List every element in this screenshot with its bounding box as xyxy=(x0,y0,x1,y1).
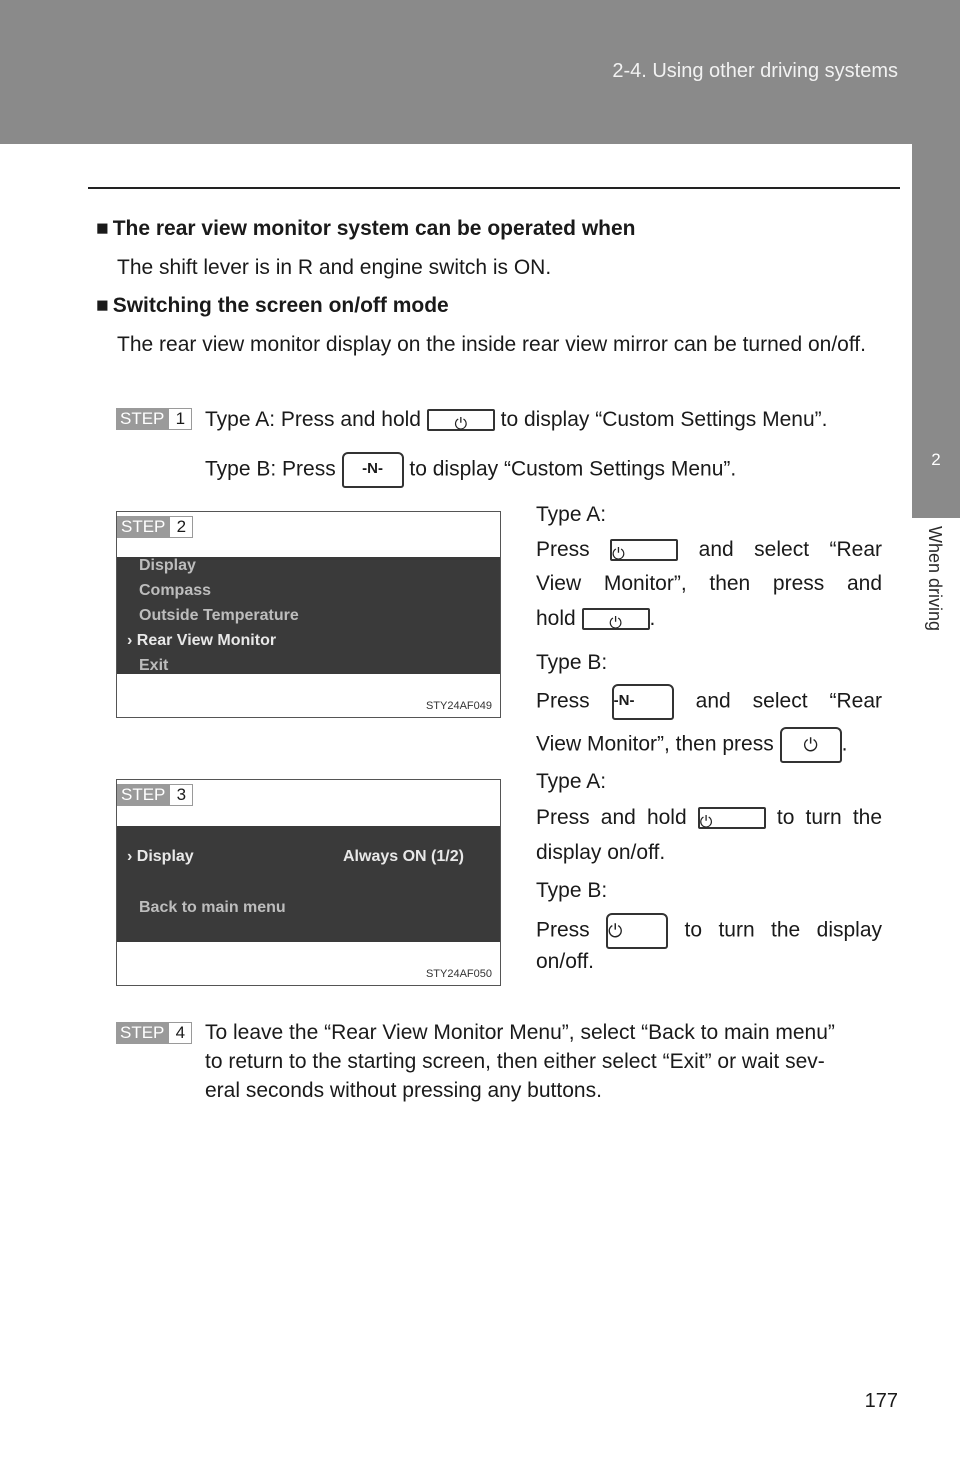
figure-custom-settings-menu xyxy=(116,511,501,718)
nav-button-icon: -N- xyxy=(612,684,674,720)
step-badge-4: STEP 4 xyxy=(116,1022,192,1044)
page-number: 177 xyxy=(864,1390,898,1412)
step2-type-b-label: Type B: xyxy=(536,651,608,674)
power-button-icon: ⏻ xyxy=(582,608,650,630)
step3-type-a-line1: Press and hold ⏻ to turn the xyxy=(536,806,883,832)
nav-button-icon: -N- xyxy=(342,452,404,488)
step2-type-a-line2: View Monitor”, then press and xyxy=(536,572,882,595)
step2-type-a-line3: hold ⏻ . xyxy=(536,607,656,633)
step1-type-a: Type A: Press and hold ⏻ to display “Custom Settings Menu”. xyxy=(205,408,828,434)
menu-item-exit: Exit xyxy=(139,657,169,674)
step3-type-a-label: Type A: xyxy=(536,770,607,793)
chapter-number: 2 xyxy=(931,450,941,469)
chapter-label-wrap xyxy=(912,518,960,688)
figure-rear-view-monitor-menu xyxy=(116,779,501,986)
menu-row-back: Back to main menu xyxy=(139,899,286,916)
step4-line2: to return to the starting screen, then either select “Exit” or wait sev- xyxy=(205,1050,825,1073)
switching-mode-text: The rear view monitor display on the inside rear view mirror can be turned on/off. xyxy=(117,333,866,356)
selection-chevron-icon: › xyxy=(127,632,133,649)
step-badge-2: STEP 2 xyxy=(117,516,193,538)
figure-code: STY24AF049 xyxy=(425,700,492,712)
step3-type-b-label: Type B: xyxy=(536,879,608,902)
step2-type-b-line1: Press -N- and select “Rear xyxy=(536,684,882,720)
menu-item-rear-view-monitor: › Rear View Monitor xyxy=(127,632,277,649)
power-button-icon: ⏻ xyxy=(606,913,668,949)
step2-type-b-line2: View Monitor”, then press ⏻ . xyxy=(536,727,882,763)
chapter-label: When driving xyxy=(925,526,945,632)
step-badge-1: STEP 1 xyxy=(116,408,192,430)
heading-text: Switching the screen on/off mode xyxy=(112,294,449,317)
step3-type-b-line1: Press ⏻ to turn the display xyxy=(536,913,882,949)
power-button-icon: ⏻ xyxy=(427,409,495,431)
menu-item-display: Display xyxy=(139,557,196,574)
menu-item-compass: Compass xyxy=(139,582,212,599)
step3-type-b-line2: on/off. xyxy=(536,950,594,973)
menu-screen xyxy=(117,557,500,674)
top-rule xyxy=(88,187,900,189)
power-button-icon: ⏻ xyxy=(780,727,842,763)
heading-switching-mode xyxy=(96,294,449,318)
heading-operation-condition xyxy=(96,217,636,241)
step3-type-a-line2: display on/off. xyxy=(536,841,666,864)
power-button-icon: ⏻ xyxy=(610,539,678,561)
monitor-menu-screen xyxy=(117,826,500,942)
figure-code: STY24AF050 xyxy=(425,968,492,980)
step-badge-3: STEP 3 xyxy=(117,784,193,806)
menu-row-display-value: Always ON (1/2) xyxy=(343,848,464,865)
menu-row-display: › Display xyxy=(127,848,194,865)
heading-marker: ■ xyxy=(96,217,109,240)
step1-type-b: Type B: Press -N- to display “Custom Settings Menu”. xyxy=(205,452,736,488)
step4-line1: To leave the “Rear View Monitor Menu”, select “Back to main menu” xyxy=(205,1021,835,1044)
menu-item-outside-temperature: Outside Temperature xyxy=(139,607,299,624)
heading-text: The rear view monitor system can be operated when xyxy=(112,217,636,240)
heading-marker: ■ xyxy=(96,294,109,317)
section-title: 2-4. Using other driving systems xyxy=(612,60,898,82)
step2-type-a-label: Type A: xyxy=(536,503,607,526)
power-button-icon: ⏻ xyxy=(698,807,766,829)
step2-type-a-line1: Press ⏻ and select “Rear xyxy=(536,538,883,564)
operation-condition-text: The shift lever is in R and engine switch is ON. xyxy=(117,256,552,279)
step4-line3: eral seconds without pressing any buttons. xyxy=(205,1079,602,1102)
selection-chevron-icon: › xyxy=(127,848,133,865)
